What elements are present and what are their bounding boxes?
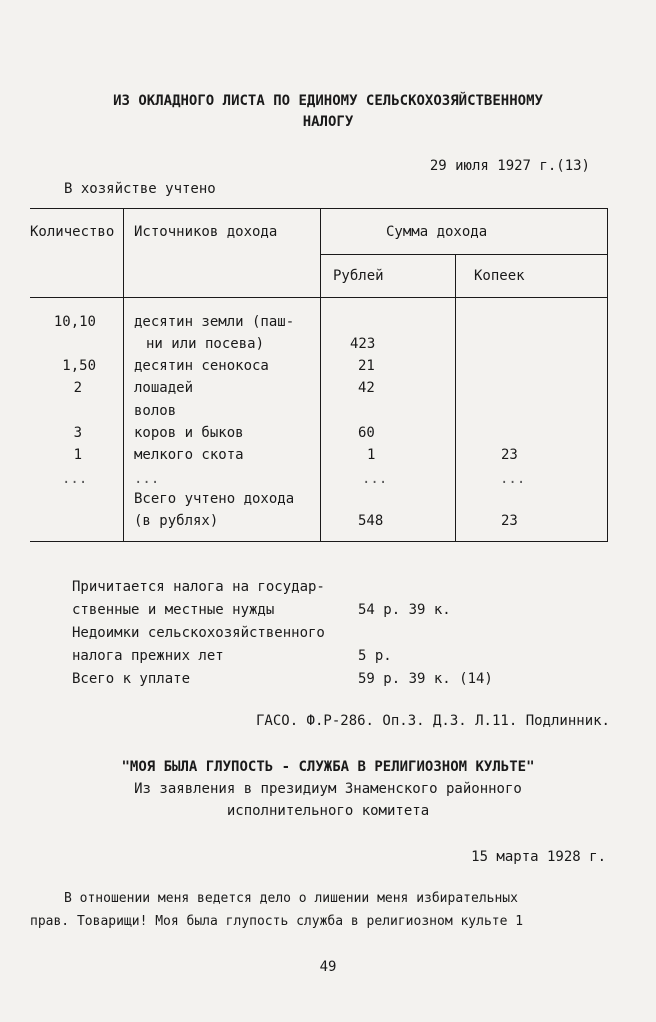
intro-text: В хозяйстве учтено: [64, 181, 216, 197]
cell-kopecks: ...: [500, 471, 526, 487]
cell-source-cont: (в рублях): [134, 513, 219, 529]
body-text-line1: В отношении меня ведется дело о лишении меня избирательных: [64, 891, 518, 906]
table-col-divider-1: [123, 208, 124, 541]
header-quantity: Количество: [30, 224, 115, 240]
cell-rubles: 42: [358, 380, 375, 396]
header-rubles: Рублей: [333, 268, 384, 284]
cell-source: коров и быков: [134, 425, 244, 441]
document-title-line1: ИЗ ОКЛАДНОГО ЛИСТА ПО ЕДИНОМУ СЕЛЬСКОХОЗЯЙСТВЕННОМУ: [113, 93, 543, 109]
cell-qty: 10,10: [53, 314, 96, 330]
tax-line: Причитается налога на государ-: [72, 579, 325, 595]
document-date: 29 июля 1927 г.(13): [429, 158, 590, 174]
cell-qty: 2: [73, 380, 82, 396]
section2-subtitle-line1: Из заявления в президиум Знаменского районного: [134, 781, 522, 797]
table-top-border: [30, 208, 608, 209]
archive-reference: ГАСО. Ф.Р-286. Оп.3. Д.3. Л.11. Подлинник.: [255, 713, 610, 729]
cell-rubles: 423: [350, 336, 376, 352]
table-header-border: [30, 297, 608, 298]
table-bottom-border: [30, 541, 608, 542]
tax-value: 54 р. 39 к.: [358, 602, 451, 618]
table-col-divider-3: [455, 254, 456, 541]
cell-rubles: 21: [358, 358, 375, 374]
cell-source: десятин сенокоса: [134, 358, 269, 374]
tax-line: Недоимки сельскохозяйственного: [72, 625, 325, 641]
table-col-divider-2: [320, 208, 321, 541]
cell-rubles: 548: [358, 513, 384, 529]
tax-line: ственные и местные нужды: [72, 602, 275, 618]
tax-value: 59 р. 39 к. (14): [358, 671, 493, 687]
table-sum-divider: [320, 254, 608, 255]
body-text-line2: прав. Товарищи! Моя была глупость служба в религиозном культе 1: [30, 914, 524, 929]
cell-kopecks: 23: [501, 513, 518, 529]
section2-title: "МОЯ БЫЛА ГЛУПОСТЬ - СЛУЖБА В РЕЛИГИОЗНОМ КУЛЬТЕ": [121, 759, 535, 775]
header-kopecks: Копеек: [474, 268, 525, 284]
cell-source: ...: [134, 471, 160, 487]
cell-source-cont: ни или посева): [146, 336, 265, 352]
cell-rubles: 60: [358, 425, 375, 441]
section2-date: 15 марта 1928 г.: [471, 849, 606, 865]
cell-source: десятин земли (паш-: [134, 314, 295, 330]
cell-rubles: ...: [362, 471, 388, 487]
cell-source: лошадей: [134, 380, 194, 396]
cell-qty: 1,50: [62, 358, 96, 374]
cell-rubles: 1: [367, 447, 376, 463]
table-right-border: [607, 208, 608, 541]
tax-line: Всего к уплате: [72, 671, 191, 687]
cell-kopecks: 23: [501, 447, 518, 463]
cell-qty: ...: [62, 471, 88, 487]
cell-source: Всего учтено дохода: [134, 491, 295, 507]
cell-qty: 3: [73, 425, 82, 441]
header-sum: Сумма дохода: [386, 224, 488, 240]
header-source: Источников дохода: [134, 224, 278, 240]
document-title-line2: НАЛОГУ: [302, 114, 354, 130]
cell-qty: 1: [73, 447, 82, 463]
cell-source: волов: [134, 403, 177, 419]
cell-source: мелкого скота: [134, 447, 244, 463]
page-number: 49: [319, 959, 337, 975]
tax-line: налога прежних лет: [72, 648, 224, 664]
section2-subtitle-line2: исполнительного комитета: [226, 803, 430, 819]
tax-value: 5 р.: [358, 648, 392, 664]
